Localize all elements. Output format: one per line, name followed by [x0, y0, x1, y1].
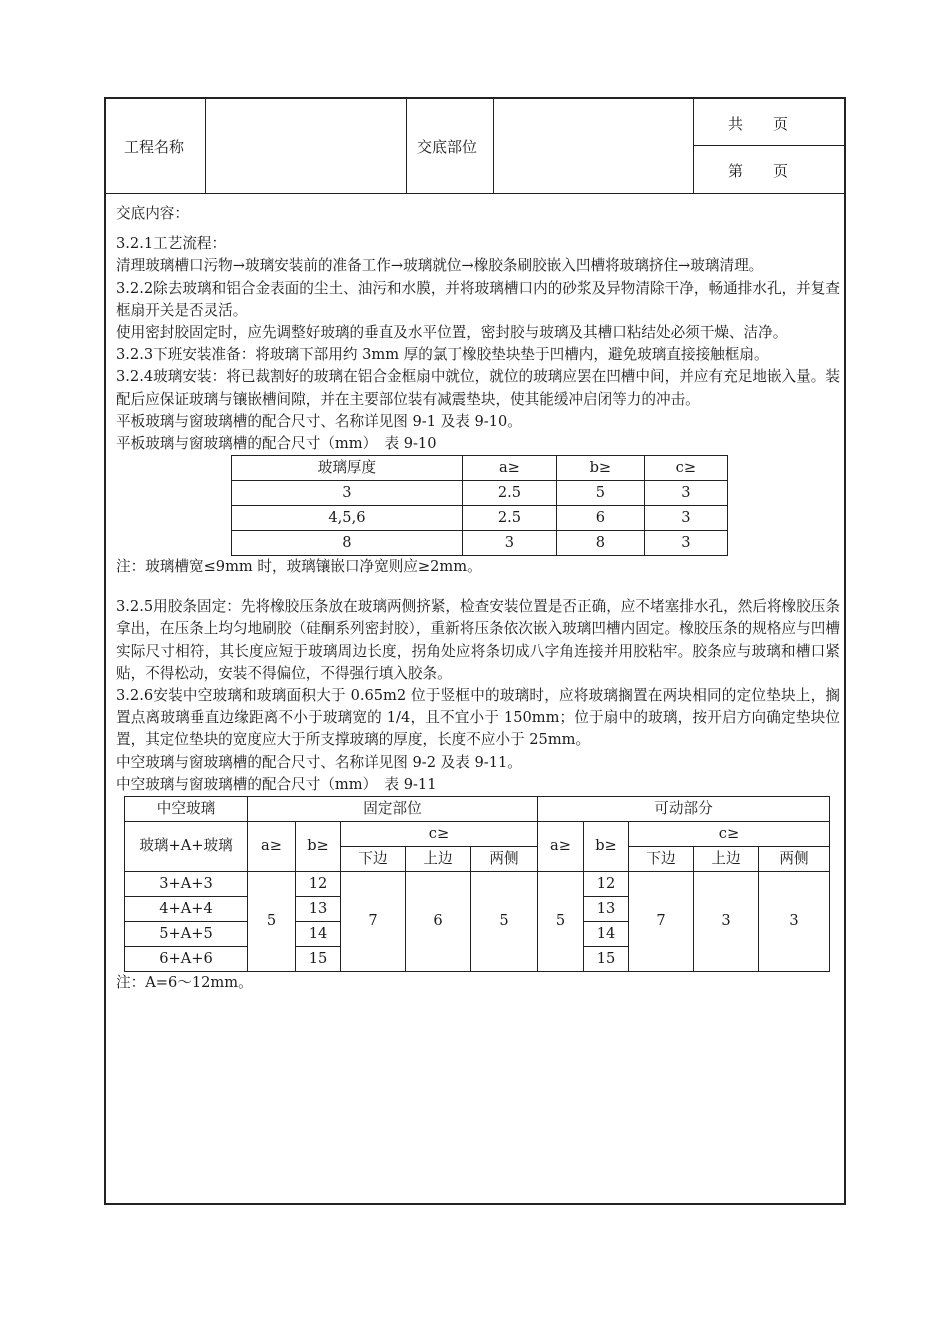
location-label-cell: [407, 99, 494, 193]
intro-text: 交底内容：: [116, 205, 189, 222]
disclosure-content: [116, 203, 840, 994]
table-cell: 3: [644, 506, 727, 531]
table-cell: 3: [462, 531, 556, 556]
header-cell: b≥: [557, 456, 645, 481]
mov-c-sides-cell: 3: [759, 871, 830, 971]
table-cell: 8: [557, 531, 645, 556]
section-3-2-1-body: 清理玻璃槽口污物→玻璃安装前的准备工作→玻璃就位→橡胶条刷胶嵌入凹槽将玻璃挤住→玻璃清理。: [116, 257, 764, 275]
table-cell: 3: [644, 531, 727, 556]
table-cell: 6: [557, 506, 645, 531]
header-mov-bottom: 下边: [629, 846, 694, 871]
fixed-b-cell: 15: [296, 946, 341, 971]
table-header-row: [125, 821, 830, 846]
table-row: [232, 531, 728, 556]
mov-c-bottom-cell: 7: [629, 871, 694, 971]
combo-cell: 4+A+4: [125, 896, 248, 921]
section-3-2-6: 3.2.6安装中空玻璃和玻璃面积大于 0.65m2 位于竖框中的玻璃时，应将玻璃搁置在两块相同的定位垫块上，搁置点离玻璃垂直边缘距离不小于玻璃宽的 1/4，且不宜小于 150mm；位于扇中的玻璃，按开启方向确定垫块位置，其定位垫块的宽度应大于所支撑玻璃的厚度，长度不应小于 25mm。: [116, 687, 840, 749]
page-number: 第 页: [728, 162, 789, 180]
fixed-c-bottom-cell: 7: [341, 871, 406, 971]
table-cell: 2.5: [462, 506, 556, 531]
table-cell: 2.5: [462, 481, 556, 506]
fixed-b-cell: 14: [296, 921, 341, 946]
fixed-b-cell: 13: [296, 896, 341, 921]
section-3-2-1-title: 3.2.1工艺流程：: [116, 235, 227, 253]
table-9-10-note: 注：玻璃槽宽≤9mm 时，玻璃镶嵌口净宽则应≥2mm。: [116, 558, 482, 576]
header-mov-b: b≥: [584, 821, 629, 871]
table-header-row: [232, 456, 728, 481]
header-fixed-a: a≥: [248, 821, 296, 871]
section-3-2-2-sealant: 使用密封胶固定时，应先调整好玻璃的垂直及水平位置，密封胶与玻璃及其槽口粘结处必须干燥、洁净。: [116, 324, 788, 342]
table-cell: 8: [232, 531, 463, 556]
project-name-value-cell[interactable]: [206, 99, 407, 193]
header-mov-sides: 两侧: [759, 846, 830, 871]
mov-b-cell: 13: [584, 896, 629, 921]
header-fixed-c: c≥: [341, 821, 538, 846]
table-cell: 5: [557, 481, 645, 506]
table-cell: 3: [644, 481, 727, 506]
header-cell: 玻璃厚度: [232, 456, 463, 481]
fixed-a-cell: 5: [248, 871, 296, 971]
section-3-2-4: 3.2.4玻璃安装：将已裁割好的玻璃在铝合金框扇中就位，就位的玻璃应罢在凹槽中间，并应有充足地嵌入量。装配后应保证玻璃与镶嵌槽间隙，并在主要部位装有减震垫块，使其能缓冲启闭等力的冲击。: [116, 368, 840, 408]
header-mov-top: 上边: [694, 846, 759, 871]
table-row: [232, 506, 728, 531]
mov-c-top-cell: 3: [694, 871, 759, 971]
page-number-cell: [694, 146, 844, 193]
total-pages-cell: [694, 99, 844, 146]
header-fixed-sides: 两侧: [471, 846, 538, 871]
header-hollow-glass: 中空玻璃: [125, 796, 248, 821]
fixed-c-top-cell: 6: [406, 871, 471, 971]
table-9-10: [231, 455, 728, 556]
mov-b-cell: 12: [584, 871, 629, 896]
table-9-10-caption: 平板玻璃与窗玻璃槽的配合尺寸（mm） 表 9-10: [116, 435, 437, 453]
table-9-10-intro: 平板玻璃与窗玻璃槽的配合尺寸、名称详见图 9-1 及表 9-10。: [116, 412, 522, 430]
header-fixed-part: 固定部位: [248, 796, 538, 821]
combo-cell: 6+A+6: [125, 946, 248, 971]
total-pages: 共 页: [728, 115, 789, 133]
header-fixed-b: b≥: [296, 821, 341, 871]
project-name-label-cell: [106, 99, 206, 193]
header-fixed-top: 上边: [406, 846, 471, 871]
mov-b-cell: 14: [584, 921, 629, 946]
form-header: [106, 99, 844, 194]
section-3-2-3: 3.2.3下班安装准备：将玻璃下部用约 3mm 厚的氯丁橡胶垫块垫于凹槽内，避免玻璃直接接触框扇。: [116, 346, 769, 364]
location-value-cell[interactable]: [494, 99, 694, 193]
table-cell: 4,5,6: [232, 506, 463, 531]
table-cell: 3: [232, 481, 463, 506]
table-9-11-note: 注：A=6～12mm。: [116, 973, 253, 991]
fixed-c-sides-cell: 5: [471, 871, 538, 971]
table-row: [232, 481, 728, 506]
mov-b-cell: 15: [584, 946, 629, 971]
disclosure-form: [104, 97, 846, 1205]
header-cell: c≥: [644, 456, 727, 481]
table-9-11: [124, 796, 830, 972]
table-row: [125, 871, 830, 896]
header-fixed-bottom: 下边: [341, 846, 406, 871]
header-cell: a≥: [462, 456, 556, 481]
header-movable-part: 可动部分: [538, 796, 830, 821]
header-combo: 玻璃+A+玻璃: [125, 821, 248, 871]
combo-cell: 5+A+5: [125, 921, 248, 946]
table-header-row: [125, 796, 830, 821]
header-mov-c: c≥: [629, 821, 830, 846]
project-name-label: 工程名称: [124, 138, 185, 156]
table-9-11-intro: 中空玻璃与窗玻璃槽的配合尺寸、名称详见图 9-2 及表 9-11。: [116, 753, 522, 771]
section-3-2-2: 3.2.2除去玻璃和铝合金表面的尘土、油污和水膜，并将玻璃槽口内的砂浆及异物清除干净，畅通排水孔，并复查框扇开关是否灵活。: [116, 279, 840, 319]
header-mov-a: a≥: [538, 821, 584, 871]
table-9-11-caption: 中空玻璃与窗玻璃槽的配合尺寸（mm） 表 9-11: [116, 775, 437, 793]
fixed-b-cell: 12: [296, 871, 341, 896]
combo-cell: 3+A+3: [125, 871, 248, 896]
mov-a-cell: 5: [538, 871, 584, 971]
section-3-2-5: 3.2.5用胶条固定：先将橡胶压条放在玻璃两侧挤紧，检查安装位置是否正确，应不堵塞排水孔，然后将橡胶压条拿出，在压条上均匀地刷胶（硅酮系列密封胶），重新将压条依次嵌入玻璃凹槽内固定。橡胶压条的规格应与凹槽实际尺寸相符，其长度应短于玻璃周边长度，拐角处应将条切成八字角连接并用胶粘牢。胶条应与玻璃和槽口紧贴，不得松动，安装不得偏位，不得强行填入胶条。: [116, 598, 840, 682]
location-label: 交底部位: [417, 138, 478, 156]
